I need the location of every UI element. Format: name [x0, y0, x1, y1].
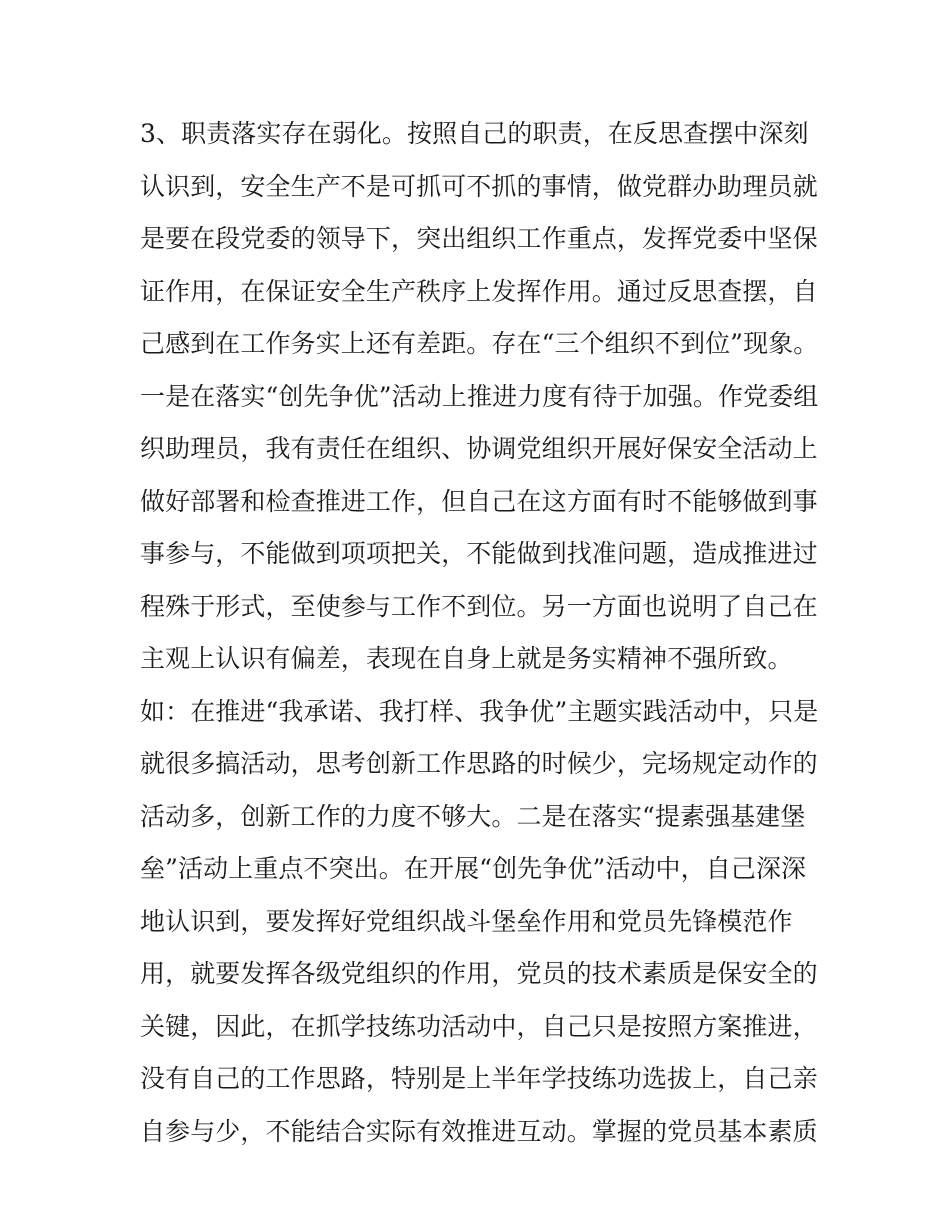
text-line: 关键，因此，在抓学技练功活动中，自己只是按照方案推进，	[140, 1011, 818, 1041]
text-line: 就很多搞活动，思考创新工作思路的时候少，完场规定动作的	[140, 749, 818, 778]
text-line: 如：在推进“我承诺、我打样、我争优”主题实践活动中，只是	[140, 696, 819, 726]
text-line: 程殊于形式，至使参与工作不到位。另一方面也说明了自己在	[140, 591, 818, 621]
text-line: 证作用，在保证安全生产秩序上发挥作用。通过反思查摆，自	[140, 276, 818, 306]
text-line: 认识到，安全生产不是可抓可不抓的事情，做党群办助理员就	[140, 171, 818, 201]
text-line: 垒”活动上重点不突出。在开展“创先争优”活动中，自己深深	[140, 854, 807, 883]
text-line: 用，就要发挥各级党组织的作用，党员的技术素质是保安全的	[140, 959, 818, 988]
text-line: 做好部署和检查推进工作，但自己在这方面有时不能够做到事	[140, 486, 818, 516]
text-line: 自参与少，不能结合实际有效推进互动。掌握的党员基本素质	[140, 1116, 818, 1146]
text-line: 织助理员，我有责任在组织、协调党组织开展好保安全活动上	[140, 434, 818, 463]
text-line: 地认识到，要发挥好党组织战斗堡垒作用和党员先锋模范作	[140, 906, 793, 936]
text-line: 一是在落实“创先争优”活动上推进力度有待于加强。作党委组	[140, 381, 819, 411]
text-line: 己感到在工作务实上还有差距。存在“三个组织不到位”现象。	[140, 329, 819, 358]
body-paragraph	[140, 108, 840, 1158]
text-line: 3、职责落实存在弱化。按照自己的职责，在反思查摆中深刻	[140, 119, 809, 148]
text-line: 事参与，不能做到项项把关，不能做到找准问题，造成推进过	[140, 539, 818, 568]
text-line: 活动多，创新工作的力度不够大。二是在落实“提素强基建堡	[140, 801, 806, 831]
text-line: 是要在段党委的领导下，突出组织工作重点，发挥党委中坚保	[140, 224, 818, 253]
text-line: 主观上认识有偏差，表现在自身上就是务实精神不强所致。	[140, 644, 793, 673]
text-line: 没有自己的工作思路，特别是上半年学技练功选拔上，自己亲	[140, 1064, 818, 1093]
